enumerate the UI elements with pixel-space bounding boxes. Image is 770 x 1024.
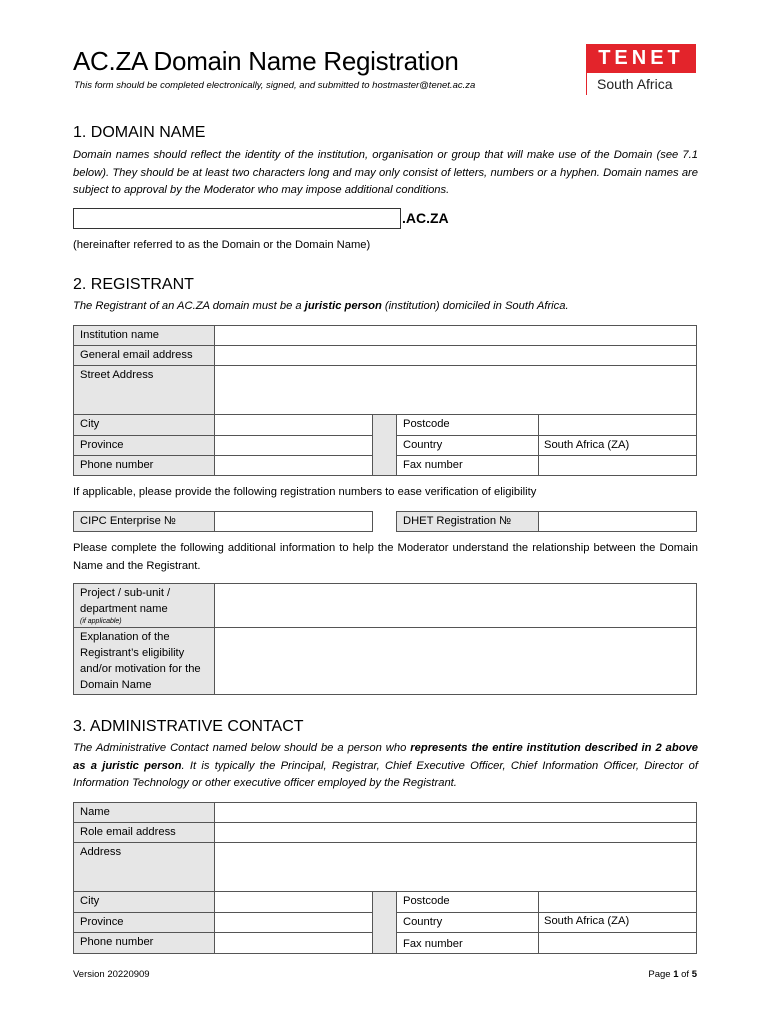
table-spacer <box>372 414 397 476</box>
admin-country-label: Country <box>396 912 539 933</box>
admin-postcode-field[interactable] <box>538 891 697 913</box>
project-field[interactable] <box>214 583 697 628</box>
admin-address-label: Address <box>73 842 215 892</box>
domain-note: (hereinafter referred to as the Domain or the Domain Name) <box>73 239 371 251</box>
phone-field[interactable] <box>214 455 373 476</box>
section-3-description: The Administrative Contact named below should be a person who represents the entire institution described in 2 above as a juristic person. It is typically the Principal, Registrar, Chief Executive Officer, Chief Information Officer, Director of Information Technology or other executive officer employed by the Registrant. <box>73 742 699 789</box>
dhet-field[interactable] <box>538 511 697 532</box>
registration-note: If applicable, please provide the following registration numbers to ease verification of eligibility <box>73 486 537 498</box>
admin-city-field[interactable] <box>214 891 373 913</box>
admin-address-field[interactable] <box>214 842 697 892</box>
admin-name-field[interactable] <box>214 802 697 823</box>
page-number: Page 1 of 5 <box>648 969 697 980</box>
section-2-description: The Registrant of an AC.ZA domain must be a juristic person (institution) domiciled in South Africa. <box>73 300 569 312</box>
dhet-label: DHET Registration № <box>396 511 539 532</box>
page-title: AC.ZA Domain Name Registration <box>73 46 459 76</box>
general-email-label: General email address <box>73 345 215 366</box>
project-label <box>73 583 215 628</box>
project-label-text: Project / sub-unit / department name <box>80 587 171 615</box>
street-address-field[interactable] <box>214 365 697 415</box>
general-email-field[interactable] <box>214 345 697 366</box>
explanation-field[interactable] <box>214 627 697 695</box>
postcode-field[interactable] <box>538 414 697 436</box>
role-email-field[interactable] <box>214 822 697 843</box>
country-field[interactable]: South Africa (ZA) <box>538 435 697 456</box>
admin-country-field[interactable]: South Africa (ZA) <box>538 912 697 933</box>
institution-name-field[interactable] <box>214 325 697 346</box>
institution-name-label: Institution name <box>73 325 215 346</box>
page-subtitle: This form should be completed electronically, signed, and submitted to hostmaster@tenet.ac.za <box>74 80 476 91</box>
admin-fax-label: Fax number <box>396 932 539 954</box>
section-1-heading: 1. DOMAIN NAME <box>73 124 206 141</box>
admin-phone-field[interactable] <box>214 932 373 954</box>
cipc-label: CIPC Enterprise № <box>73 511 215 532</box>
admin-phone-label: Phone number <box>73 932 215 954</box>
country-label: Country <box>396 435 539 456</box>
version-label: Version 20220909 <box>73 969 150 980</box>
phone-label: Phone number <box>73 455 215 476</box>
domain-suffix: .AC.ZA <box>402 210 449 226</box>
additional-info-note: Please complete the following additional information to help the Moderator understand the relationship between the Domain Name and the Registrant. <box>73 542 698 572</box>
admin-name-label: Name <box>73 802 215 823</box>
admin-fax-field[interactable] <box>538 932 697 954</box>
province-field[interactable] <box>214 435 373 456</box>
postcode-label: Postcode <box>396 414 539 436</box>
city-label: City <box>73 414 215 436</box>
tenet-logo: TENET <box>586 44 696 73</box>
section-3-heading: 3. ADMINISTRATIVE CONTACT <box>73 718 304 735</box>
street-address-label: Street Address <box>73 365 215 415</box>
fax-field[interactable] <box>538 455 697 476</box>
admin-province-field[interactable] <box>214 912 373 933</box>
section-1-description: Domain names should reflect the identity of the institution, organisation or group that will make use of the Domain (see 7.1 below). They should be at least two characters long and may only consist of letters, numbers or a hyphen. Domain names are subject to approval by the Moderator who may impose additional conditions. <box>73 149 698 196</box>
cipc-field[interactable] <box>214 511 373 532</box>
fax-label: Fax number <box>396 455 539 476</box>
city-field[interactable] <box>214 414 373 436</box>
tenet-logo-subtitle: South Africa <box>597 76 673 92</box>
admin-city-label: City <box>73 891 215 913</box>
province-label: Province <box>73 435 215 456</box>
role-email-label: Role email address <box>73 822 215 843</box>
admin-postcode-label: Postcode <box>396 891 539 913</box>
project-label-small: (if applicable) <box>80 618 122 625</box>
domain-name-input[interactable] <box>73 208 401 229</box>
admin-province-label: Province <box>73 912 215 933</box>
explanation-label: Explanation of the Registrant’s eligibility and/or motivation for the Domain Name <box>73 627 215 695</box>
section-2-heading: 2. REGISTRANT <box>73 276 194 293</box>
table-spacer <box>372 891 397 954</box>
